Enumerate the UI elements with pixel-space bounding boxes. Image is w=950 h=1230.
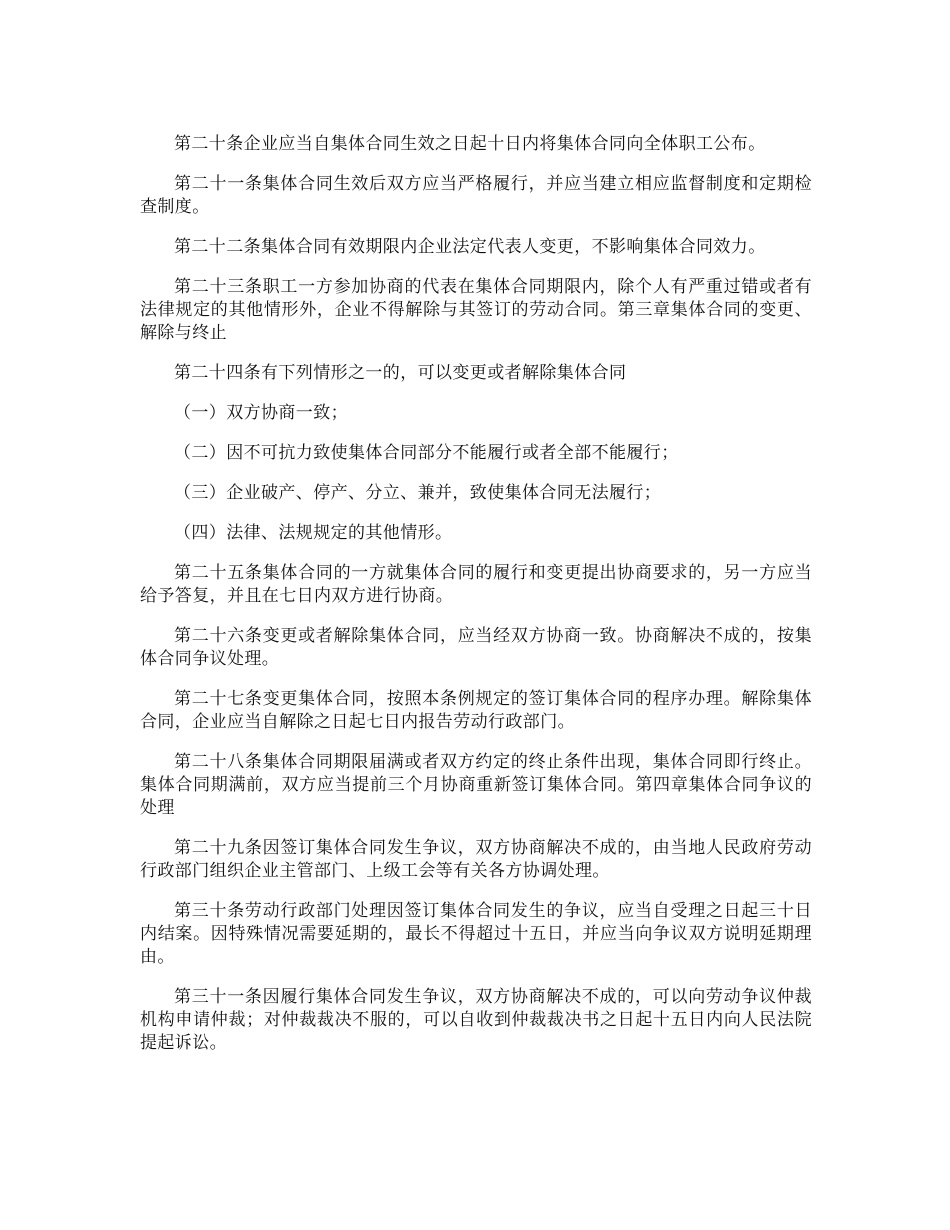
- article-27-paragraph: 第二十七条变更集体合同，按照本条例规定的签订集体合同的程序办理。解除集体合同，企业应当自解除之日起七日内报告劳动行政部门。: [140, 689, 812, 732]
- list-item-4: （四）法律、法规规定的其他情形。: [174, 523, 453, 543]
- article-24-paragraph: 第二十四条有下列情形之一的，可以变更或者解除集体合同: [174, 363, 627, 383]
- article-26-paragraph: 第二十六条变更或者解除集体合同，应当经双方协商一致。协商解决不成的，按集体合同争议处理。: [140, 626, 812, 669]
- article-22-paragraph: 第二十二条集体合同有效期限内企业法定代表人变更，不影响集体合同效力。: [174, 237, 766, 257]
- article-31-paragraph: 第三十一条因履行集体合同发生争议，双方协商解决不成的，可以向劳动争议仲裁机构申请仲裁；对仲裁裁决不服的，可以自收到仲裁裁决书之日起十五日内向人民法院提起诉讼。: [140, 987, 812, 1053]
- article-25-paragraph: 第二十五条集体合同的一方就集体合同的履行和变更提出协商要求的，另一方应当给予答复，并且在七日内双方进行协商。: [140, 563, 812, 606]
- list-item-3: （三）企业破产、停产、分立、兼并，致使集体合同无法履行；: [174, 483, 662, 503]
- list-item-1: （一）双方协商一致；: [174, 403, 348, 423]
- article-21-paragraph: 第二十一条集体合同生效后双方应当严格履行，并应当建立相应监督制度和定期检查制度。: [140, 174, 812, 217]
- article-29-paragraph: 第二十九条因签订集体合同发生争议，双方协商解决不成的，由当地人民政府劳动行政部门组织企业主管部门、上级工会等有关各方协调处理。: [140, 838, 812, 881]
- article-23-paragraph: 第二十三条职工一方参加协商的代表在集体合同期限内，除个人有严重过错或者有法律规定的其他情形外，企业不得解除与其签订的劳动合同。第三章集体合同的变更、解除与终止: [140, 277, 812, 343]
- article-20-paragraph: 第二十条企业应当自集体合同生效之日起十日内将集体合同向全体职工公布。: [174, 134, 766, 154]
- document-body: [140, 133, 812, 1072]
- article-28-paragraph: 第二十八条集体合同期限届满或者双方约定的终止条件出现，集体合同即行终止。集体合同期满前，双方应当提前三个月协商重新签订集体合同。第四章集体合同争议的处理: [140, 752, 812, 818]
- article-30-paragraph: 第三十条劳动行政部门处理因签订集体合同发生的争议，应当自受理之日起三十日内结案。因特殊情况需要延期的，最长不得超过十五日，并应当向争议双方说明延期理由。: [140, 901, 812, 967]
- list-item-2: （二）因不可抗力致使集体合同部分不能履行或者全部不能履行；: [174, 443, 679, 463]
